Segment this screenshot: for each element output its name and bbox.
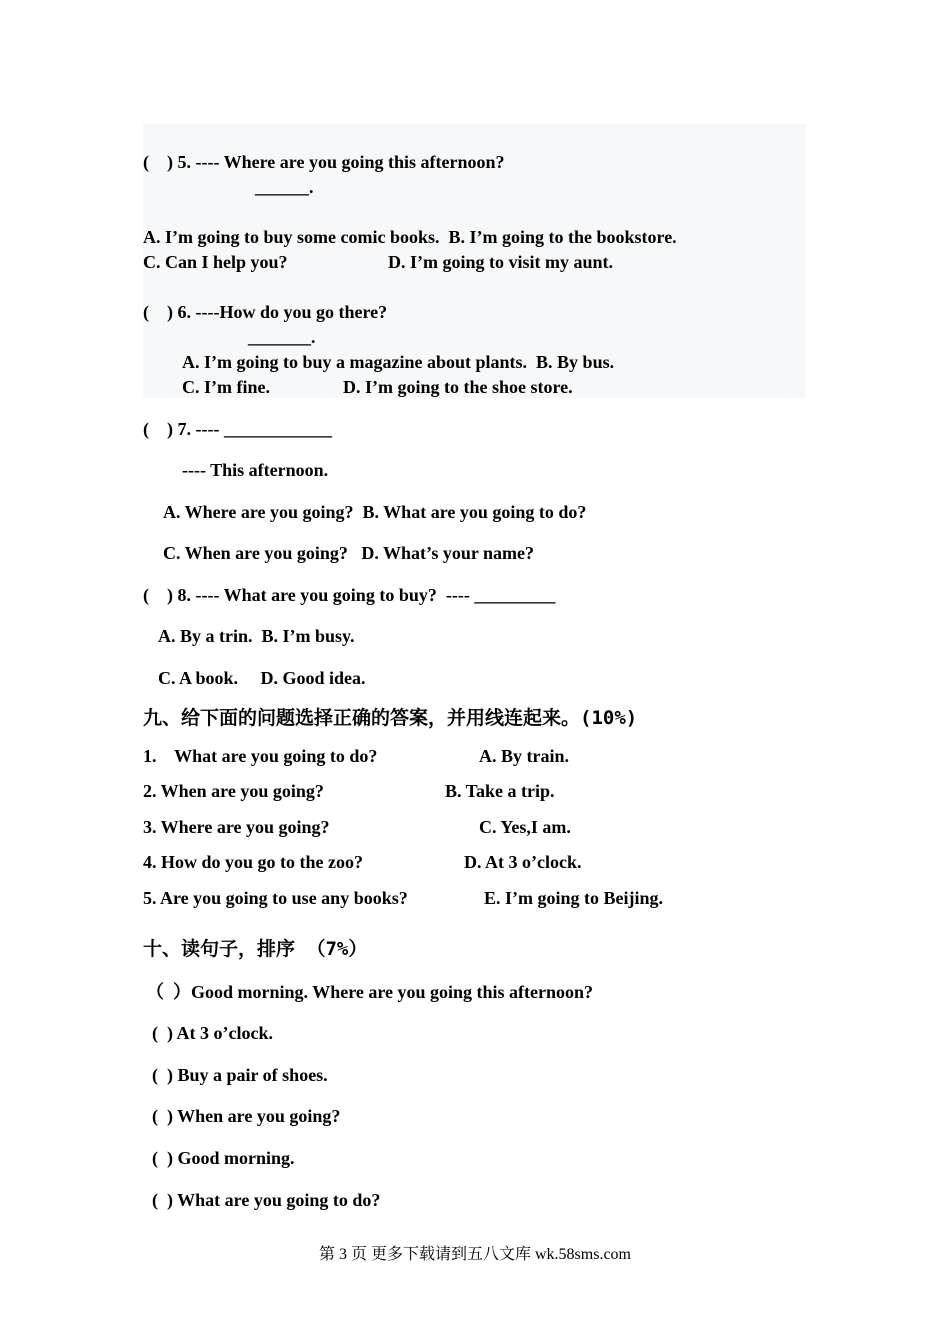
q6-stem: ( ) 6. ----How do you go there? — [143, 302, 388, 322]
q6-options-1: A. I’m going to buy a magazine about plants. B. By bus. — [182, 352, 615, 372]
section10-item-5: ( ) Good morning. — [152, 1148, 295, 1168]
section9-question-5: 5. Are you going to use any books? — [143, 888, 408, 908]
section10-item-4: ( ) When are you going? — [152, 1106, 341, 1126]
q5-option-c: C. Can I help you? — [143, 252, 288, 272]
section10-item-3: ( ) Buy a pair of shoes. — [152, 1065, 328, 1085]
section10-item-2: ( ) At 3 o’clock. — [152, 1023, 273, 1043]
section10-item-6: ( ) What are you going to do? — [152, 1190, 381, 1210]
q6-blank: _______. — [248, 327, 316, 347]
section9-answer-b: B. Take a trip. — [445, 781, 555, 801]
page-footer: 第 3 页 更多下载请到五八文库 wk.58sms.com — [318, 1246, 631, 1263]
q8-stem: ( ) 8. ---- What are you going to buy? ---- _________ — [143, 585, 556, 605]
q8-options-1: A. By a trin. B. I’m busy. — [158, 626, 355, 646]
section9-title: 九、给下面的问题选择正确的答案，并用线连起来。(10%) — [143, 707, 638, 729]
section9-question-4: 4. How do you go to the zoo? — [143, 852, 363, 872]
section9-question-2: 2. When are you going? — [143, 781, 324, 801]
section10-title: 十、读句子，排序 （7%） — [143, 938, 368, 960]
section10-item-1: （ ）Good morning. Where are you going this afternoon? — [146, 982, 594, 1002]
q7-options-1: A. Where are you going? B. What are you going to do? — [163, 502, 587, 522]
q6-option-d: D. I’m going to the shoe store. — [343, 377, 573, 397]
q7-answer: ---- This afternoon. — [182, 460, 329, 480]
q5-blank: ______. — [255, 177, 314, 197]
q7-stem: ( ) 7. ---- ____________ — [143, 419, 332, 439]
q5-option-d: D. I’m going to visit my aunt. — [388, 252, 614, 272]
section9-answer-a: A. By train. — [479, 746, 569, 766]
q8-options-2: C. A book. D. Good idea. — [158, 668, 366, 688]
section9-question-1: 1. What are you going to do? — [143, 746, 378, 766]
section9-answer-d: D. At 3 o’clock. — [464, 852, 582, 872]
section9-question-3: 3. Where are you going? — [143, 817, 330, 837]
q7-options-2: C. When are you going? D. What’s your name? — [163, 543, 535, 563]
q5-stem: ( ) 5. ---- Where are you going this afternoon? — [143, 152, 505, 172]
section9-answer-e: E. I’m going to Beijing. — [484, 888, 664, 908]
q6-option-c: C. I’m fine. — [182, 377, 270, 397]
q5-options-1: A. I’m going to buy some comic books. B. I’m going to the bookstore. — [143, 227, 677, 247]
section9-answer-c: C. Yes,I am. — [479, 817, 571, 837]
